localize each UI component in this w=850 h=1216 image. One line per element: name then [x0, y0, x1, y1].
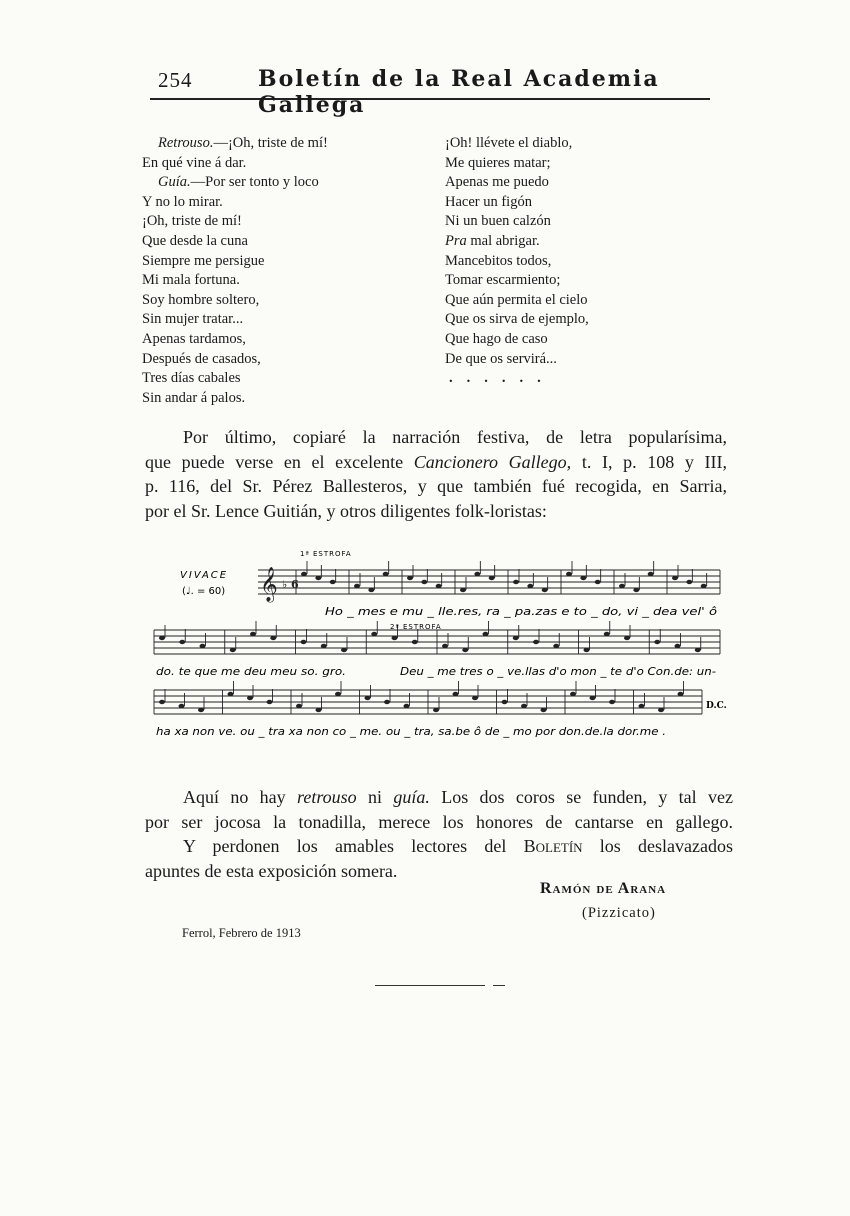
poem-line-text: Y no lo mirar.	[142, 193, 223, 210]
metronome-marking: (♩. = 60)	[182, 586, 226, 597]
note-head	[250, 632, 256, 636]
note-head	[462, 648, 468, 652]
poem-line-text: Tomar escarmiento;	[445, 272, 561, 289]
poem-line	[445, 310, 589, 330]
poem-line	[445, 173, 589, 193]
poem-line	[142, 291, 328, 311]
tempo-marking: VIVACE	[180, 570, 229, 581]
note-head	[460, 588, 466, 592]
note-head	[159, 636, 165, 640]
poem-line	[142, 350, 328, 370]
poem-line	[142, 271, 328, 291]
note-head	[267, 700, 273, 704]
poem-line	[142, 252, 328, 272]
note-head	[228, 692, 234, 696]
lyrics-line-2a: do. te que me deu meu so. gro.	[156, 666, 346, 678]
running-header	[150, 62, 710, 118]
closing-rule	[375, 985, 485, 986]
paragraph-closing	[145, 785, 733, 883]
poem-line-text: Siempre me persigue	[142, 252, 265, 269]
poem-line	[445, 212, 589, 232]
note-head	[639, 704, 645, 708]
treble-clef-icon: 𝄞	[260, 567, 278, 602]
poem-line	[445, 252, 589, 272]
note-head	[672, 576, 678, 580]
poem-speaker-label: Retrouso.	[158, 135, 214, 151]
paragraph-line: que puede verse en el excelente Cancionero Gallego, t. I, p. 108 y III,	[145, 451, 727, 472]
poem-line-text: Después de casados,	[142, 350, 261, 367]
poem-line	[445, 271, 589, 291]
poem-line	[445, 193, 589, 213]
note-head	[521, 704, 527, 708]
poem-line	[142, 330, 328, 350]
note-head	[542, 588, 548, 592]
poem-line	[445, 134, 589, 154]
dc-marking: D.C.	[706, 701, 727, 711]
note-head	[384, 700, 390, 704]
poem-line-text: ¡Oh, triste de mí!	[142, 213, 242, 230]
paragraph-line: por ser jocosa la tonadilla, merece los honores de cantarse en gallego.	[145, 811, 733, 832]
paragraph-line: p. 116, del Sr. Pérez Ballesteros, y que también fué recogida, en Sarria,	[145, 476, 727, 496]
note-head	[570, 692, 576, 696]
poem-line-text: Tres días cabales	[142, 370, 241, 387]
note-head	[609, 700, 615, 704]
note-head	[198, 708, 204, 712]
poem-line-text: Mancebitos todos,	[445, 252, 552, 269]
paragraph-line: Por último, copiaré la narración festiva, de letra popularísima,	[183, 427, 727, 447]
poem-line-text: Soy hombre soltero,	[142, 291, 260, 308]
note-head	[633, 588, 639, 592]
paragraph-line: Y perdonen los amables lectores del Boletín los deslavazados	[183, 836, 734, 856]
note-head	[230, 648, 236, 652]
note-head	[695, 648, 701, 652]
music-staves	[150, 548, 727, 748]
poem-line-text: ......	[449, 370, 555, 387]
note-head	[472, 696, 478, 700]
poem-line-text: —Por ser tonto y loco	[190, 174, 319, 191]
note-head	[442, 644, 448, 648]
key-time-signature-icon: ♭ 6	[282, 578, 299, 591]
note-head	[604, 632, 610, 636]
note-head	[247, 696, 253, 700]
note-head	[341, 648, 347, 652]
note-head	[407, 576, 413, 580]
poem-line-text: —¡Oh, triste de mí!	[213, 135, 328, 151]
poem-line-text: Que desde la cuna	[142, 232, 248, 249]
note-head	[513, 636, 519, 640]
poem-line-text: Mi mala fortuna.	[142, 272, 240, 289]
poem-line	[142, 389, 328, 409]
note-head	[335, 692, 341, 696]
poem-line	[445, 330, 589, 350]
poem-line	[445, 154, 589, 174]
note-head	[675, 644, 681, 648]
note-head	[383, 572, 389, 576]
note-head	[321, 644, 327, 648]
author-signature: Ramón de Arana	[540, 880, 667, 897]
poem-line-text: ¡Oh! llévete el diablo,	[445, 135, 573, 151]
note-head	[412, 640, 418, 644]
poem-line	[142, 173, 328, 193]
dateline: Ferrol, Febrero de 1913	[182, 926, 301, 940]
poem-line	[445, 232, 589, 252]
poem-speaker-label: Guía.	[158, 174, 191, 191]
strophe-1-label: 1ª ESTROFA	[300, 550, 352, 558]
poem-line-text: Sin mujer tratar...	[142, 311, 244, 328]
poem-line-text: Que hago de caso	[445, 330, 548, 347]
strophe-2-label: 2ª ESTROFA	[390, 623, 442, 631]
paragraph-intro	[145, 425, 727, 523]
note-head	[436, 584, 442, 588]
note-head	[392, 636, 398, 640]
note-head	[315, 576, 321, 580]
running-title: Boletín de la Real Academia Gallega	[258, 66, 660, 118]
note-head	[483, 632, 489, 636]
poem-line	[445, 350, 589, 370]
note-head	[179, 704, 185, 708]
note-head	[619, 584, 625, 588]
note-head	[368, 588, 374, 592]
paragraph-line: Aquí no hay retrouso ni guía. Los dos coros se funden, y tal vez	[183, 787, 733, 807]
note-head	[541, 708, 547, 712]
poem-line-text: Que os sirva de ejemplo,	[445, 311, 589, 328]
music-score	[150, 548, 727, 748]
paragraph-line: apuntes de esta exposición somera.	[145, 860, 398, 881]
note-head	[301, 640, 307, 644]
poem-line	[142, 310, 328, 330]
poem-line	[142, 369, 328, 389]
author-pseudonym: (Pizzicato)	[582, 905, 656, 921]
poem-line-text: En qué vine á dar.	[142, 154, 247, 171]
note-head	[301, 572, 307, 576]
note-head	[533, 640, 539, 644]
note-head	[421, 580, 427, 584]
note-head	[179, 640, 185, 644]
poem-line	[142, 212, 328, 232]
poem-line	[142, 154, 328, 174]
note-head	[648, 572, 654, 576]
note-head	[371, 632, 377, 636]
note-head	[270, 636, 276, 640]
note-head	[200, 644, 206, 648]
note-head	[453, 692, 459, 696]
note-head	[553, 644, 559, 648]
poem-line-text: Me quieres matar;	[445, 154, 551, 171]
note-head	[489, 576, 495, 580]
poem-line	[142, 193, 328, 213]
note-head	[159, 700, 165, 704]
note-head	[296, 704, 302, 708]
note-head	[658, 708, 664, 712]
note-head	[316, 708, 322, 712]
note-head	[701, 584, 707, 588]
note-head	[580, 576, 586, 580]
note-head	[654, 640, 660, 644]
note-head	[330, 580, 336, 584]
note-head	[678, 692, 684, 696]
note-head	[502, 700, 508, 704]
poem-left-column	[142, 134, 328, 408]
note-head	[686, 580, 692, 584]
lyrics-line-1: Ho _ mes e mu _ lle.res, ra _ pa.zas e to _ do, vi _ dea vel' ô	[325, 606, 717, 618]
note-head	[474, 572, 480, 576]
poem-speaker-label: Pra	[445, 232, 467, 249]
poem-line	[142, 232, 328, 252]
note-head	[404, 704, 410, 708]
poem-line	[445, 291, 589, 311]
page-number: 254	[158, 68, 193, 92]
poem-line-text: Hacer un figón	[445, 193, 532, 210]
note-head	[513, 580, 519, 584]
lyrics-line-2b: Deu _ me tres o _ ve.llas d'o mon _ te d'o Con.de: un-	[400, 666, 717, 678]
note-head	[624, 636, 630, 640]
poem-line-text: mal abrigar.	[466, 232, 540, 249]
note-head	[433, 708, 439, 712]
note-head	[365, 696, 371, 700]
poem-line	[142, 134, 328, 154]
closing-rule-dash	[493, 985, 505, 986]
note-head	[527, 584, 533, 588]
lyrics-line-3: ha xa non ve. ou _ tra xa non co _ me. ou _ tra, sa.be ô de _ mo por don.de.la dor.me .	[156, 726, 666, 738]
poem-line-text: Apenas me puedo	[445, 174, 549, 191]
paragraph-line: por el Sr. Lence Guitián, y otros diligentes folk-loristas:	[145, 500, 547, 521]
poem-line	[445, 369, 589, 389]
poem-line-text: Ni un buen calzón	[445, 213, 551, 230]
note-head	[584, 648, 590, 652]
poem-right-column	[445, 134, 589, 389]
note-head	[354, 584, 360, 588]
poem-line-text: Apenas tardamos,	[142, 330, 246, 347]
poem-line-text: De que os servirá...	[445, 350, 557, 367]
note-head	[595, 580, 601, 584]
poem-line-text: Que aún permita el cielo	[445, 291, 588, 308]
poem-line-text: Sin andar á palos.	[142, 389, 246, 406]
note-head	[590, 696, 596, 700]
note-head	[566, 572, 572, 576]
